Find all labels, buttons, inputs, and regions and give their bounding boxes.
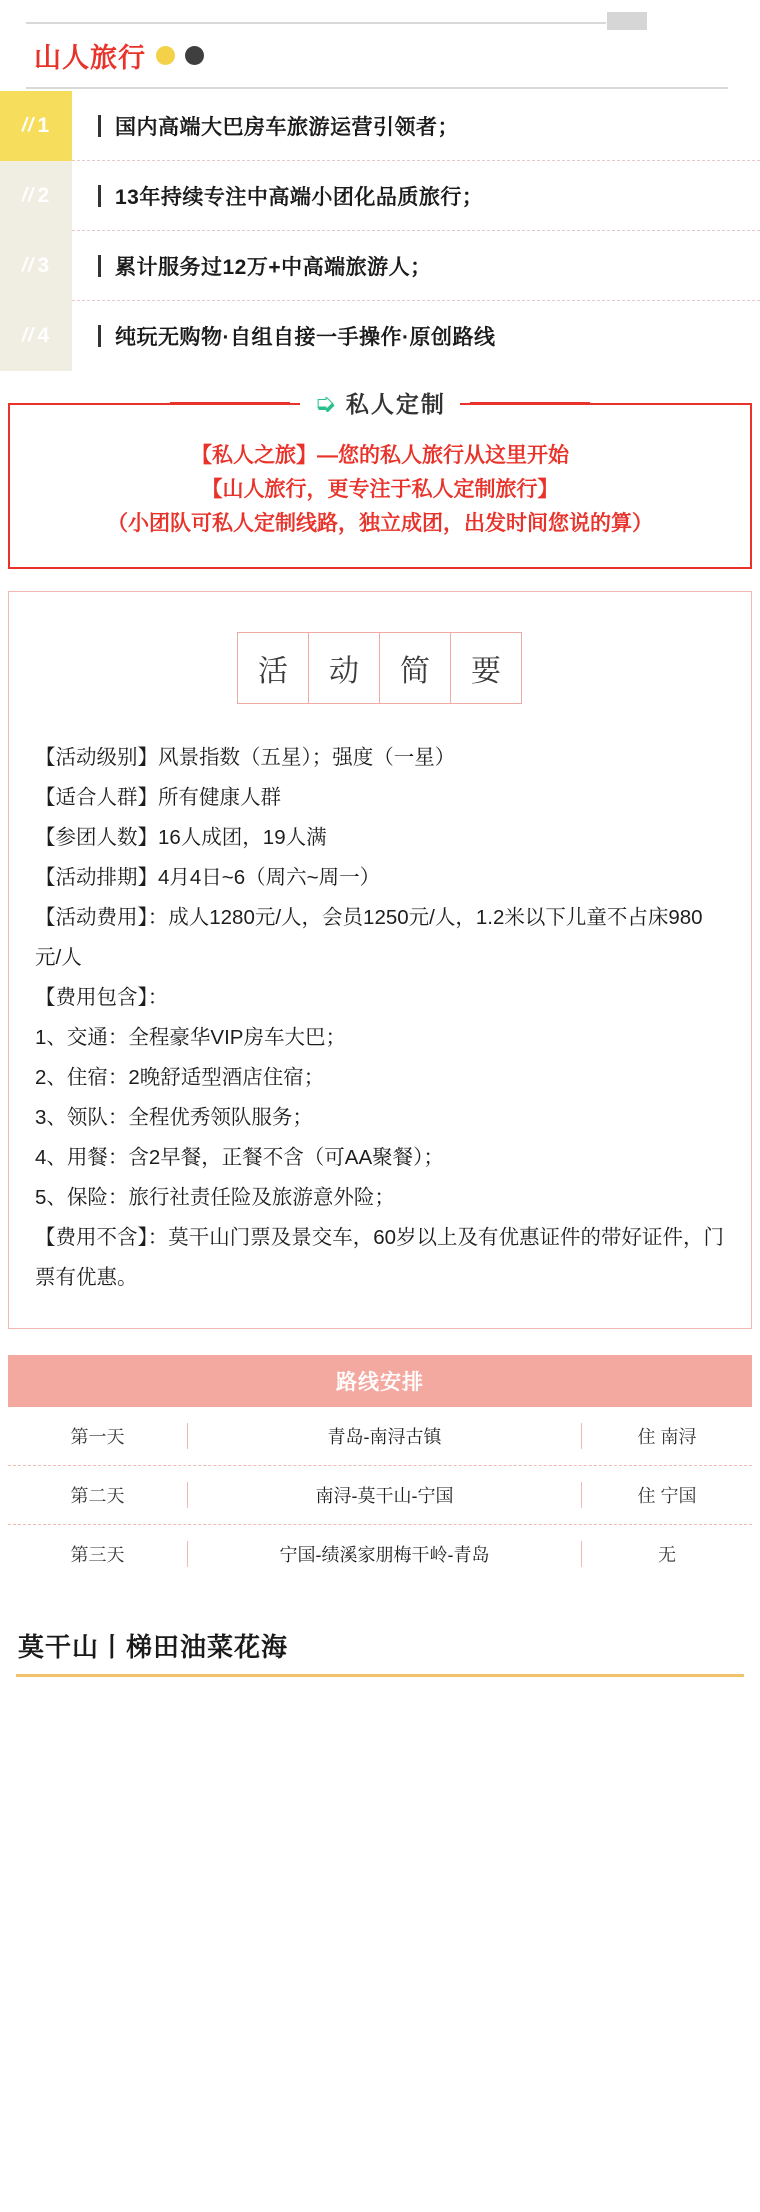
feature-list bbox=[0, 91, 760, 371]
bar-icon bbox=[98, 325, 101, 347]
route-stay: 无 bbox=[658, 1544, 676, 1565]
summary-line: 【费用包含】： bbox=[35, 985, 169, 1009]
list-item bbox=[0, 231, 760, 301]
slash-icon: // bbox=[21, 185, 35, 206]
activity-summary-section bbox=[8, 591, 752, 1329]
title-rule-left bbox=[170, 402, 290, 404]
dark-dot-icon bbox=[185, 46, 204, 65]
list-item bbox=[0, 91, 760, 161]
bar-icon bbox=[98, 185, 101, 207]
feature-body bbox=[72, 231, 760, 301]
title-char-box: 动 bbox=[308, 632, 380, 704]
activity-summary-title bbox=[35, 632, 725, 704]
summary-line: 4、用餐：含2早餐，正餐不含（可AA聚餐）； bbox=[35, 1145, 444, 1169]
slash-icon: // bbox=[21, 255, 35, 276]
private-custom-title-row bbox=[10, 386, 750, 419]
summary-line: 【适合人群】所有健康人群 bbox=[35, 786, 281, 810]
bar-icon bbox=[98, 255, 101, 277]
route-path: 南浔-莫干山-宁国 bbox=[188, 1482, 582, 1508]
route-table bbox=[8, 1355, 752, 1583]
route-day: 第三天 bbox=[8, 1541, 188, 1567]
feature-text: 纯玩无购物·自组自接一手操作·原创路线 bbox=[115, 326, 496, 349]
summary-line: 2、住宿：2晚舒适型酒店住宿； bbox=[35, 1065, 325, 1089]
summary-line: 【活动排期】4月4日~6（周六~周一） bbox=[35, 865, 381, 889]
private-custom-line-3: （小团队可私人定制线路，独立成团，出发时间您说的算） bbox=[107, 512, 653, 536]
kite-icon: ➭ bbox=[314, 387, 336, 418]
feature-number-value: 2 bbox=[37, 184, 51, 207]
brand-name: 山人旅行 bbox=[34, 43, 146, 73]
feature-number-value: 4 bbox=[37, 324, 51, 347]
feature-body bbox=[72, 301, 760, 371]
brand-underline bbox=[26, 87, 728, 89]
private-custom-line-2: 【山人旅行，更专注于私人定制旅行】 bbox=[201, 478, 559, 502]
slash-icon: // bbox=[21, 115, 35, 136]
feature-text: 13年持续专注中高端小团化品质旅行； bbox=[115, 185, 484, 209]
title-char-box: 要 bbox=[450, 632, 522, 704]
route-day: 第一天 bbox=[8, 1423, 188, 1449]
summary-line: 【参团人数】16人成团，19人满 bbox=[35, 825, 327, 849]
feature-number bbox=[0, 231, 72, 301]
feature-text: 累计服务过12万+中高端旅游人； bbox=[115, 255, 432, 279]
title-char-box: 简 bbox=[379, 632, 451, 704]
title-char-box: 活 bbox=[237, 632, 309, 704]
private-custom-line-1: 【私人之旅】—您的私人旅行从这里开始 bbox=[191, 444, 569, 467]
list-item bbox=[0, 161, 760, 231]
feature-text: 国内高端大巴房车旅游运营引领者； bbox=[115, 115, 459, 139]
brand-header bbox=[0, 0, 760, 89]
summary-line: 【费用不含】：莫干山门票及景交车，60岁以上及有优惠证件的带好证件，门票有优惠。 bbox=[35, 1225, 725, 1289]
route-path: 青岛-南浔古镇 bbox=[188, 1423, 582, 1449]
summary-line: 【活动级别】风景指数（五星）；强度（一星） bbox=[35, 746, 456, 770]
list-item bbox=[0, 301, 760, 371]
route-table-header: 路线安排 bbox=[8, 1355, 752, 1407]
title-rule-right bbox=[470, 402, 590, 404]
summary-line: 5、保险：旅行社责任险及旅游意外险； bbox=[35, 1185, 395, 1209]
slash-icon: // bbox=[21, 325, 35, 346]
feature-number bbox=[0, 161, 72, 231]
table-row bbox=[8, 1525, 752, 1583]
summary-line: 1、交通：全程豪华VIP房车大巴； bbox=[35, 1025, 346, 1049]
bar-icon bbox=[98, 115, 101, 137]
feature-number bbox=[0, 301, 72, 371]
route-stay: 住 南浔 bbox=[637, 1426, 697, 1447]
route-day: 第二天 bbox=[8, 1482, 188, 1508]
private-custom-title: 私人定制 bbox=[345, 391, 446, 417]
summary-line: 【活动费用】：成人1280元/人，会员1250元/人，1.2米以下儿童不占床980元/人 bbox=[35, 905, 703, 969]
table-row bbox=[8, 1407, 752, 1466]
feature-body bbox=[72, 161, 760, 231]
summary-line: 3、领队：全程优秀领队服务； bbox=[35, 1105, 313, 1129]
feature-body bbox=[72, 91, 760, 161]
table-row bbox=[8, 1466, 752, 1525]
feature-number bbox=[0, 91, 72, 161]
top-divider bbox=[26, 22, 606, 24]
private-custom-section bbox=[8, 387, 752, 569]
private-custom-box bbox=[8, 387, 752, 569]
page-title: 莫干山丨梯田油菜花海 bbox=[18, 1631, 289, 1662]
route-path: 宁国-绩溪家朋梅干岭-青岛 bbox=[188, 1541, 582, 1567]
feature-number-value: 3 bbox=[37, 254, 51, 277]
feature-number-value: 1 bbox=[37, 114, 51, 137]
route-stay: 住 宁国 bbox=[637, 1485, 697, 1506]
activity-summary-body bbox=[35, 738, 725, 1298]
top-chip bbox=[607, 12, 647, 30]
bottom-section bbox=[0, 1627, 760, 1677]
tail-space bbox=[0, 1677, 760, 1747]
yellow-dot-icon bbox=[156, 46, 175, 65]
